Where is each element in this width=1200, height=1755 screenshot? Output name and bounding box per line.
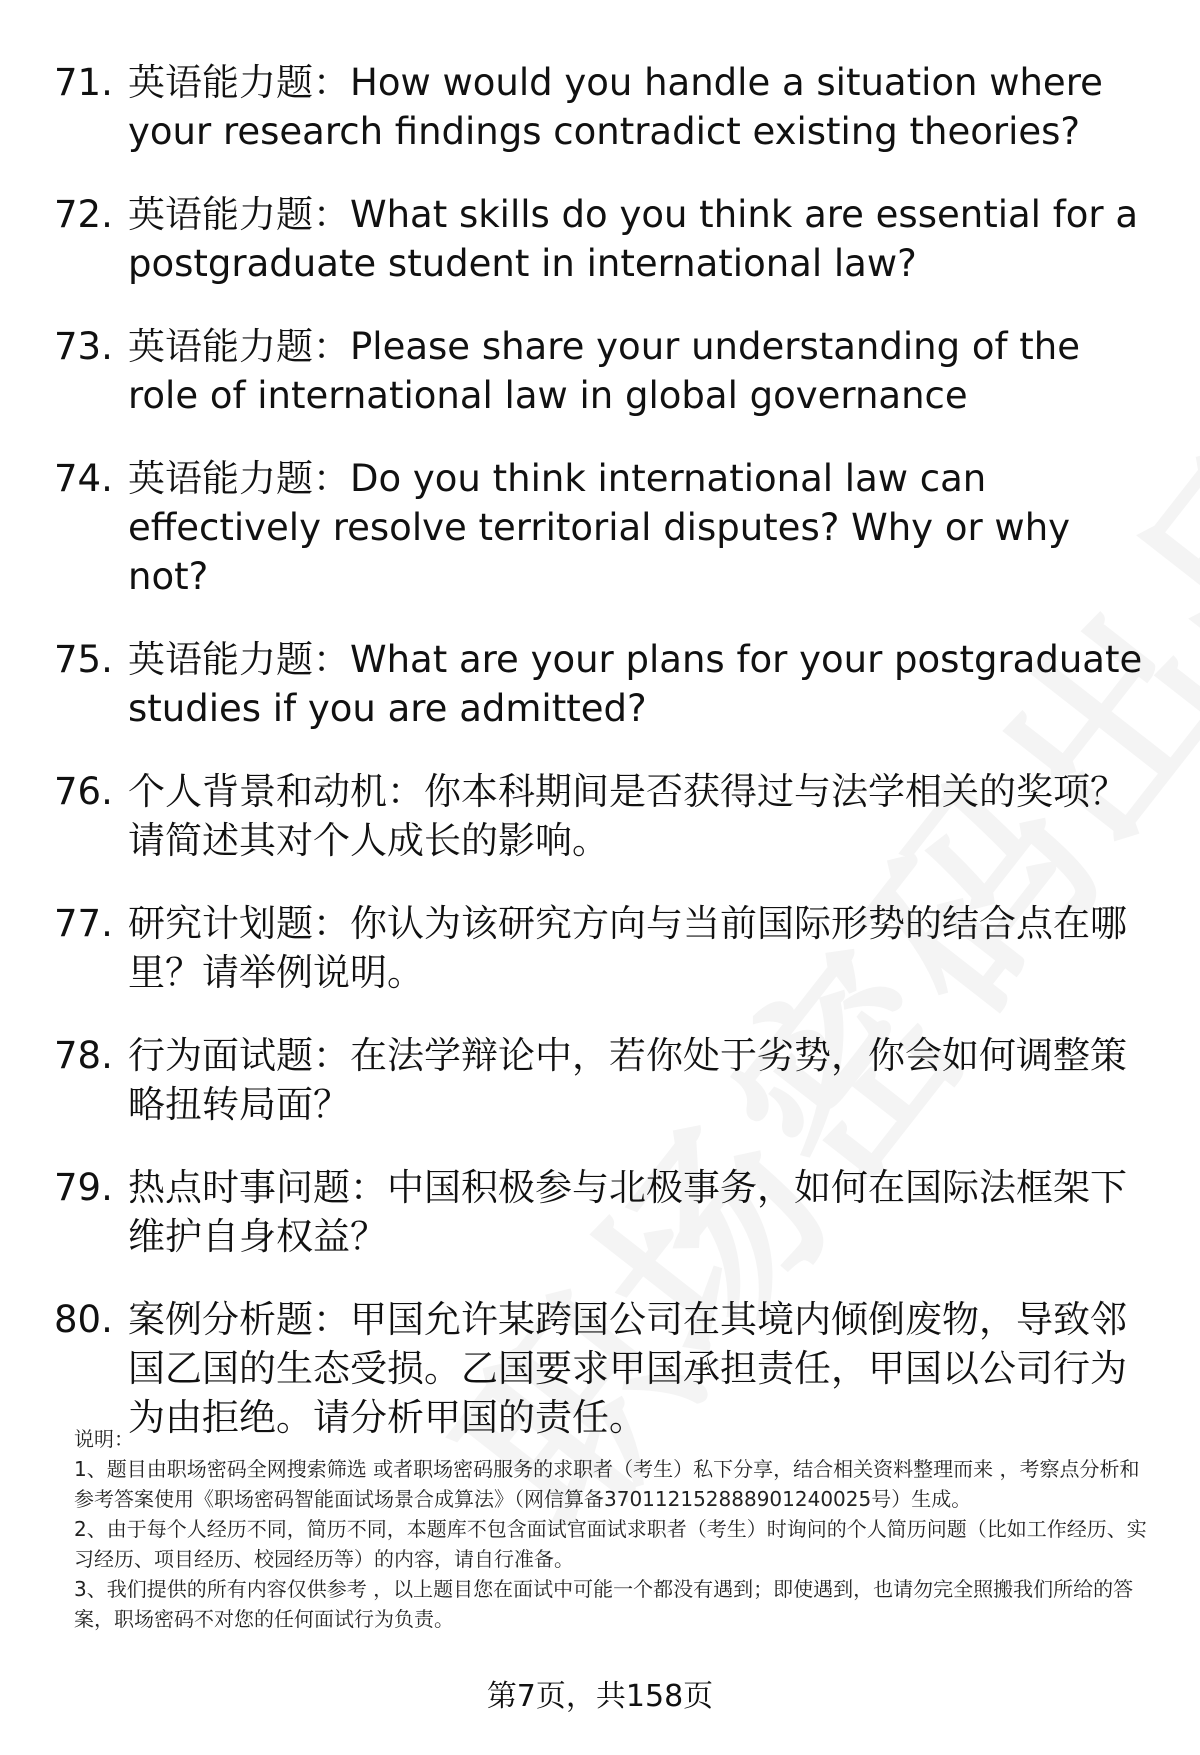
question-item <box>0 454 1200 601</box>
question-text: 英语能力题：Do you think international law can effectively resolve territorial disputes? Why or why not? <box>128 457 1071 598</box>
question-item <box>0 58 1200 156</box>
question-number: 75. <box>54 638 113 681</box>
notes-heading: 说明： <box>74 1427 134 1451</box>
question-number: 79. <box>54 1166 113 1209</box>
question-item <box>0 1163 1200 1261</box>
question-text: 个人背景和动机：你本科期间是否获得过与法学相关的奖项？请简述其对个人成长的影响。 <box>128 770 1127 862</box>
question-number: 74. <box>54 457 113 500</box>
question-item <box>0 190 1200 288</box>
note-item: 3、我们提供的所有内容仅供参考 ，以上题目您在面试中可能一个都没有遇到；即使遇到，也请勿完全照搬我们所给的答案，职场密码不对您的任何面试行为负责。 <box>74 1577 1134 1631</box>
question-text: 英语能力题：What are your plans for your postgraduate studies if you are admitted? <box>128 638 1143 730</box>
note-item: 2、由于每个人经历不同，简历不同，本题库不包含面试官面试求职者（考生）时询问的个人简历问题（比如工作经历、实习经历、项目经历、校园经历等）的内容，请自行准备。 <box>74 1517 1147 1571</box>
page-number: 第7页，共158页 <box>486 1679 714 1714</box>
question-text: 英语能力题：How would you handle a situation where your research findings contradict existing theories? <box>128 61 1103 153</box>
question-text: 研究计划题：你认为该研究方向与当前国际形势的结合点在哪里？请举例说明。 <box>128 902 1127 994</box>
question-text: 英语能力题：What skills do you think are essential for a postgraduate student in international law? <box>128 193 1139 285</box>
question-list <box>0 58 1200 1476</box>
question-item <box>0 1295 1200 1442</box>
question-number: 76. <box>54 770 113 813</box>
question-item <box>0 322 1200 420</box>
notes-section <box>74 1424 1154 1634</box>
question-item <box>0 899 1200 997</box>
question-item <box>0 1031 1200 1129</box>
question-number: 78. <box>54 1034 113 1077</box>
question-item <box>0 767 1200 865</box>
question-number: 73. <box>54 325 113 368</box>
question-text: 热点时事问题：中国积极参与北极事务，如何在国际法框架下维护自身权益？ <box>128 1166 1127 1258</box>
question-item <box>0 635 1200 733</box>
question-number: 71. <box>54 61 113 104</box>
question-number: 72. <box>54 193 113 236</box>
note-item: 1、题目由职场密码全网搜索筛选 或者职场密码服务的求职者（考生）私下分享，结合相关资料整理而来 ，考察点分析和参考答案使用《职场密码智能面试场景合成算法》（网信算备370112152888901240025号）生成。 <box>74 1457 1140 1511</box>
question-text: 案例分析题：甲国允许某跨国公司在其境内倾倒废物，导致邻国乙国的生态受损。乙国要求甲国承担责任，甲国以公司行为为由拒绝。请分析甲国的责任。 <box>128 1298 1127 1439</box>
question-text: 英语能力题：Please share your understanding of the role of international law in global governance <box>128 325 1080 417</box>
question-number: 80. <box>54 1298 113 1341</box>
question-number: 77. <box>54 902 113 945</box>
question-text: 行为面试题：在法学辩论中，若你处于劣势，你会如何调整策略扭转局面？ <box>128 1034 1127 1126</box>
